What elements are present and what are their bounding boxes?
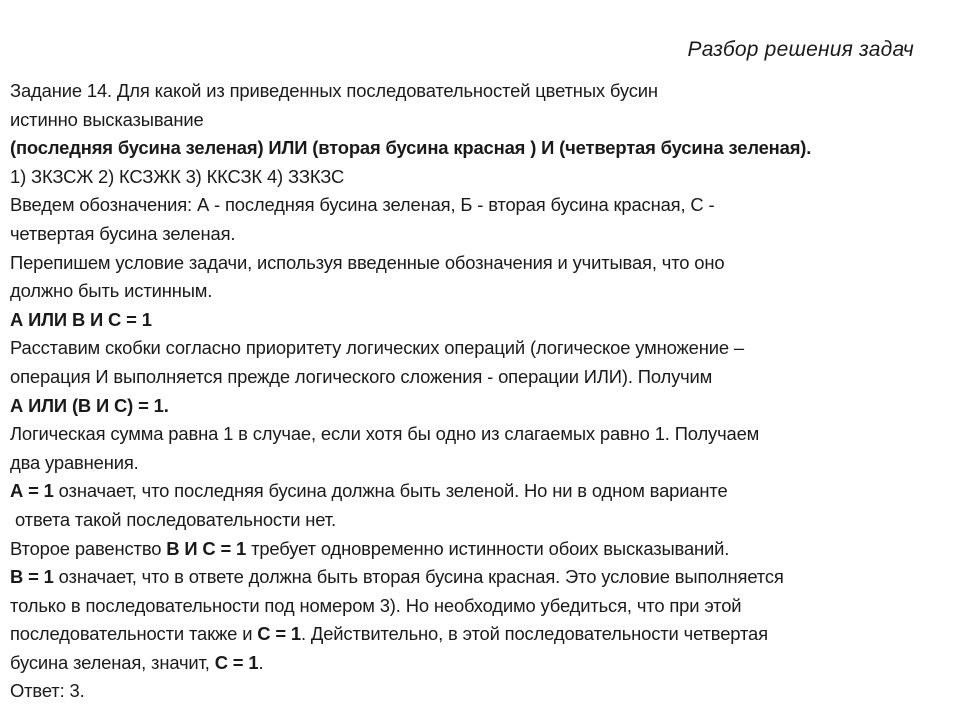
b-equation-bold: В = 1 <box>10 566 54 588</box>
sum-line-1: Логическая сумма равна 1 в случае, если хотя бы одно из слагаемых равно 1. Получаем <box>10 423 760 445</box>
b-equation-text: означает, что в ответе должна быть вторая бусина красная. Это условие выполняется <box>53 566 784 588</box>
b-line3-bold: С = 1 <box>257 623 301 645</box>
b-line3-prefix: последовательности также и <box>10 623 258 645</box>
page-title: Разбор решения задач <box>687 38 914 61</box>
task-line-2: истинно высказывание <box>10 108 204 130</box>
brackets-line-1: Расставим скобки согласно приоритету логических операций (логическое умножение – <box>10 337 744 359</box>
second-equation-suffix: требует одновременно истинности обоих высказываний. <box>246 537 730 559</box>
document-body <box>10 77 940 706</box>
notation-line-2: четвертая бусина зеленая. <box>10 222 236 244</box>
formula-2: А ИЛИ (В И С) = 1. <box>10 394 169 416</box>
answer: Ответ: 3. <box>10 680 85 702</box>
notation-line-1: Введем обозначения: А - последняя бусина зеленая, Б - вторая бусина красная, С - <box>10 194 715 216</box>
a-equation-text: означает, что последняя бусина должна быть зеленой. Но ни в одном варианте <box>53 480 728 502</box>
second-equation-prefix: Второе равенство <box>10 537 167 559</box>
b-equation-line-3 <box>10 620 940 649</box>
b-line4-suffix: . <box>258 651 264 673</box>
b-equation-line-4 <box>10 649 940 678</box>
b-line3-suffix: . Действительно, в этой последовательности четвертая <box>301 623 768 645</box>
b-line4-prefix: бусина зеленая, значит, <box>10 651 215 673</box>
sum-line-2: два уравнения. <box>10 451 139 473</box>
second-equation-line <box>10 535 940 564</box>
second-equation-bold: В И С = 1 <box>166 537 247 559</box>
task-line-1: Задание 14. Для какой из приведенных последовательностей цветных бусин <box>10 80 658 101</box>
rewrite-line-2: должно быть истинным. <box>10 280 213 302</box>
a-equation-line <box>10 477 940 506</box>
b-equation-line <box>10 563 940 592</box>
b-line4-bold: С = 1 <box>214 651 259 673</box>
rewrite-line-1: Перепишем условие задачи, используя введенные обозначения и учитывая, что оно <box>10 251 725 273</box>
b-equation-line-2: только в последовательности под номером 3). Но необходимо убедиться, что при этой <box>10 594 742 616</box>
task-statement: (последняя бусина зеленая) ИЛИ (вторая бусина красная ) И (четвертая бусина зеленая). <box>10 137 812 159</box>
brackets-line-2: операция И выполняется прежде логического сложения - операции ИЛИ). Получим <box>10 365 713 387</box>
task-options: 1) ЗКЗСЖ 2) КСЗЖК 3) ККСЗК 4) ЗЗКЗС <box>10 165 345 187</box>
formula-1: А ИЛИ В И С = 1 <box>10 308 152 330</box>
a-equation-line-2: ответа такой последовательности нет. <box>15 508 336 530</box>
a-equation-bold: А = 1 <box>10 480 54 502</box>
